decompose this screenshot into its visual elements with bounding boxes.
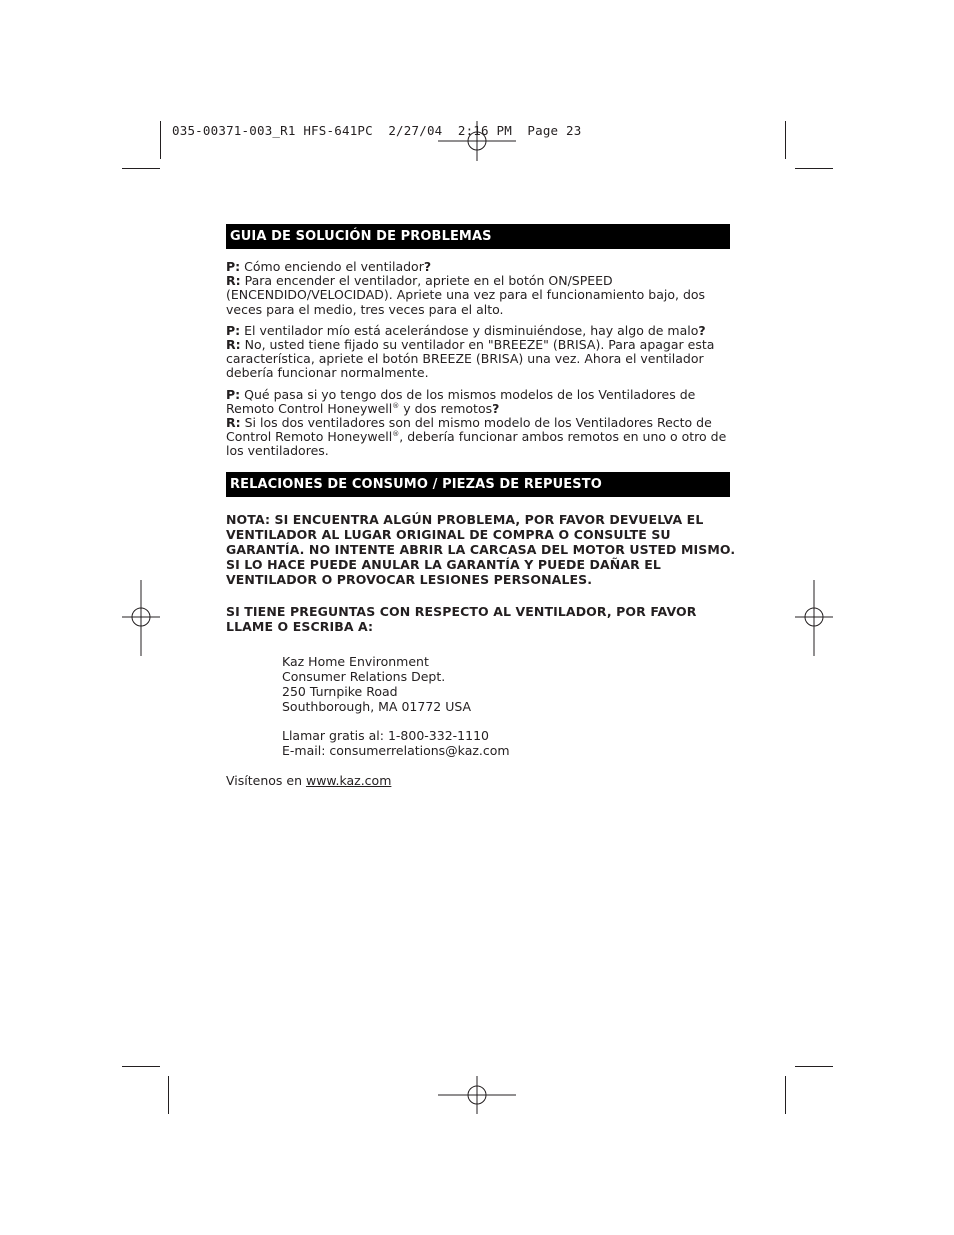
section-title-replacement: RELACIONES DE CONSUMO / PIEZAS DE REPUESTO	[226, 472, 730, 497]
crop-mark-bottom-left-horizontal	[122, 1066, 160, 1067]
contact-instruction: SI TIENE PREGUNTAS CON RESPECTO AL VENTILADOR, POR FAVOR LLAME O ESCRIBA A:	[226, 603, 697, 634]
website-link[interactable]: www.kaz.com	[305, 773, 392, 789]
page-content	[226, 224, 736, 788]
answer: R: Si los dos ventiladores son del mismo modelo de los Ventiladores Recto de Control Remoto Honeywell®, debería funcionar ambos remotos en uno o otro de los ventiladores.	[226, 415, 727, 459]
answer: R: Para encender el ventilador, apriete en el botón ON/SPEED (ENCENDIDO/VELOCIDAD). Apriete una vez para el funcionamiento bajo, dos veces para el medio, tres veces para el alto.	[226, 273, 706, 317]
question: P: Cómo enciendo el ventilador?	[226, 259, 432, 274]
email-address: E-mail: consumerrelations@kaz.com	[282, 743, 510, 759]
crop-mark-top-right-horizontal	[795, 168, 833, 169]
question: P: El ventilador mío está acelerándose y disminuiéndose, hay algo de malo?	[226, 322, 706, 338]
mailing-address	[282, 654, 736, 714]
crop-mark-bottom-left-vertical	[168, 1076, 169, 1114]
section-title-troubleshooting: GUIA DE SOLUCIÓN DE PROBLEMAS	[226, 224, 730, 249]
website-prefix: Visítenos en	[226, 773, 306, 789]
qa-item	[226, 388, 736, 459]
phone-number: Llamar gratis al: 1-800-332-1110	[282, 728, 489, 744]
qa-item	[226, 260, 736, 317]
crop-mark-bottom-right-horizontal	[795, 1066, 833, 1067]
website-line	[226, 773, 736, 788]
crop-mark-top-left-horizontal	[122, 168, 160, 169]
qa-item	[226, 324, 736, 381]
address-line: Consumer Relations Dept.	[282, 669, 446, 685]
printer-slug: 035-00371-003_R1 HFS-641PC 2/27/04 2:16 PM Page 23	[172, 123, 582, 138]
crop-mark-bottom-right-vertical	[785, 1076, 786, 1114]
registration-mark-top	[438, 121, 516, 161]
answer: R: No, usted tiene fijado su ventilador en "BREEZE" (BRISA). Para apagar esta característica, apriete el botón BREEZE (BRISA) una vez. Ahora el ventilador debería funcionar normalmente.	[226, 337, 715, 381]
address-line: Southborough, MA 01772 USA	[282, 699, 472, 715]
warning-note: NOTA: SI ENCUENTRA ALGÚN PROBLEMA, POR FAVOR DEVUELVA EL VENTILADOR AL LUGAR ORIGINAL DE COMPRA O CONSULTE SU GARANTÍA. NO INTENTE ABRIR LA CARCASA DEL MOTOR USTED MISMO. SI LO HACE PUEDE ANULAR LA GARANTÍA Y PUEDE DAÑAR EL VENTILADOR O PROVOCAR LESIONES PERSONALES.	[226, 511, 736, 588]
question: P: Qué pasa si yo tengo dos de los mismos modelos de los Ventiladores de Remoto Control Honeywell® y dos remotos?	[226, 386, 696, 416]
replacement-section	[226, 472, 736, 788]
contact-info	[282, 728, 736, 758]
registration-mark-left	[122, 580, 160, 656]
registration-mark-bottom	[438, 1076, 516, 1114]
crop-mark-top-right-vertical	[785, 121, 786, 159]
address-line: 250 Turnpike Road	[282, 684, 398, 700]
address-line: Kaz Home Environment	[282, 654, 429, 670]
troubleshooting-list	[226, 260, 736, 459]
registration-mark-right	[795, 580, 833, 656]
crop-mark-top-left-vertical	[160, 121, 161, 159]
